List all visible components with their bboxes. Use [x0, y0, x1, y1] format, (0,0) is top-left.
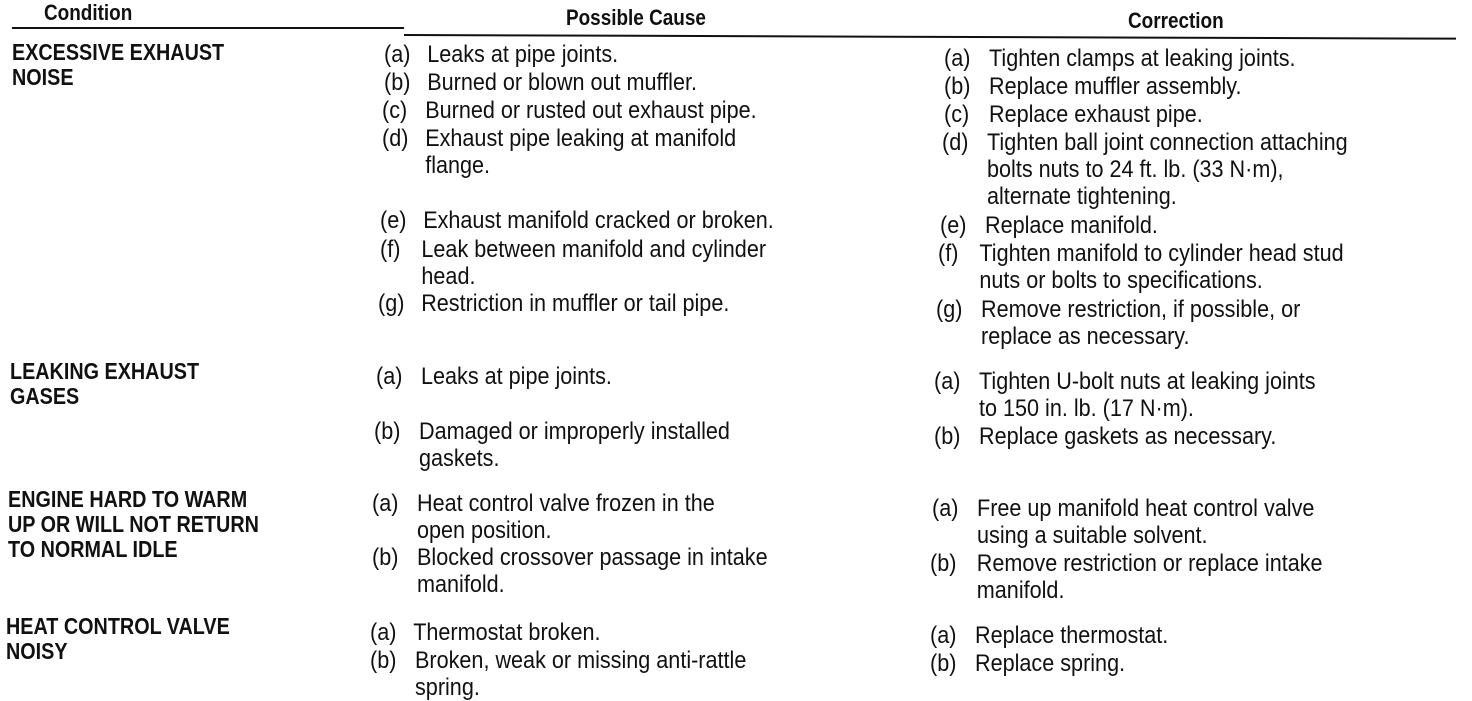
correction-text: Replace muffler assembly.: [989, 73, 1242, 100]
correction-label: (g): [936, 296, 963, 323]
correction-text: Replace gaskets as necessary.: [979, 423, 1277, 450]
correction-item: [944, 101, 1203, 128]
cause-item: [370, 619, 600, 646]
condition-engine-hard-to-warm: ENGINE HARD TO WARM UP OR WILL NOT RETURN TO NORMAL IDLE: [8, 486, 259, 562]
correction-text: Tighten manifold to cylinder head stud nuts or bolts to specifications.: [979, 240, 1344, 294]
header-condition: Condition: [44, 0, 133, 25]
cause-item: [370, 647, 746, 701]
cause-label: (b): [370, 647, 397, 674]
correction-text: Replace exhaust pipe.: [989, 101, 1203, 128]
header-rule-right: [404, 34, 1456, 40]
header-possible-cause: Possible Cause: [566, 5, 706, 30]
correction-text: Replace thermostat.: [975, 622, 1169, 649]
cause-text: Leaks at pipe joints.: [427, 41, 619, 68]
cause-label: (a): [384, 41, 411, 68]
correction-item: [932, 495, 1314, 549]
cause-label: (a): [376, 363, 403, 390]
cause-label: (a): [372, 490, 399, 517]
correction-item: [944, 45, 1296, 72]
cause-label: (b): [372, 544, 399, 571]
correction-text: Tighten clamps at leaking joints.: [989, 45, 1296, 72]
correction-text: Replace manifold.: [985, 212, 1158, 239]
cause-item: [384, 41, 618, 68]
cause-text: Exhaust manifold cracked or broken.: [423, 207, 774, 234]
cause-item: [372, 490, 715, 544]
cause-text: Blocked crossover passage in intake manifold.: [417, 544, 768, 598]
correction-label: (b): [944, 73, 971, 100]
header-rule-left: [12, 27, 404, 29]
cause-text: Heat control valve frozen in the open position.: [417, 490, 715, 544]
correction-label: (a): [944, 45, 971, 72]
correction-item: [934, 368, 1316, 422]
correction-item: [930, 550, 1323, 604]
cause-text: Burned or rusted out exhaust pipe.: [425, 97, 757, 124]
correction-item: [936, 296, 1300, 350]
cause-item: [372, 544, 768, 598]
cause-item: [382, 125, 736, 179]
correction-label: (a): [932, 495, 959, 522]
cause-item: [378, 290, 729, 317]
cause-item: [374, 418, 730, 472]
correction-label: (b): [930, 550, 957, 577]
condition-leaking-exhaust-gases: LEAKING EXHAUST GASES: [10, 358, 200, 409]
correction-label: (d): [942, 129, 969, 156]
header-correction: Correction: [1128, 8, 1224, 33]
cause-text: Burned or blown out muffler.: [427, 69, 697, 96]
cause-item: [384, 69, 697, 96]
correction-label: (a): [934, 368, 961, 395]
correction-text: Remove restriction, if possible, or replace as necessary.: [981, 296, 1301, 350]
cause-label: (d): [382, 125, 409, 152]
correction-label: (c): [944, 101, 970, 128]
correction-label: (f): [938, 240, 959, 267]
cause-item: [382, 97, 757, 124]
condition-excessive-exhaust-noise: EXCESSIVE EXHAUST NOISE: [12, 39, 225, 90]
correction-item: [930, 622, 1168, 649]
correction-item: [938, 240, 1344, 294]
condition-heat-control-valve-noisy: HEAT CONTROL VALVE NOISY: [6, 613, 230, 664]
cause-label: (b): [374, 418, 401, 445]
correction-text: Tighten U-bolt nuts at leaking joints to 150 in. lb. (17 N·m).: [979, 368, 1316, 422]
correction-item: [944, 73, 1242, 100]
correction-text: Replace spring.: [975, 650, 1126, 677]
correction-label: (b): [934, 423, 961, 450]
correction-text: Remove restriction or replace intake manifold.: [976, 550, 1323, 604]
cause-text: Exhaust pipe leaking at manifold flange.: [425, 125, 737, 179]
cause-label: (e): [380, 207, 407, 234]
cause-text: Thermostat broken.: [413, 619, 601, 646]
correction-item: [930, 650, 1125, 677]
cause-text: Leak between manifold and cylinder head.: [421, 236, 767, 290]
cause-text: Leaks at pipe joints.: [421, 363, 612, 390]
cause-text: Damaged or improperly installed gaskets.: [419, 418, 730, 472]
cause-label: (a): [370, 619, 397, 646]
cause-label: (f): [380, 236, 401, 263]
cause-label: (c): [382, 97, 408, 124]
correction-label: (a): [930, 622, 957, 649]
correction-item: [940, 212, 1158, 239]
cause-text: Restriction in muffler or tail pipe.: [421, 290, 730, 317]
correction-label: (b): [930, 650, 957, 677]
correction-text: Tighten ball joint connection attaching bolts nuts to 24 ft. lb. (33 N·m), alternate tightening.: [987, 129, 1348, 210]
correction-item: [942, 129, 1348, 210]
cause-item: [380, 236, 766, 290]
cause-item: [380, 207, 774, 234]
cause-label: (g): [378, 290, 405, 317]
correction-text: Free up manifold heat control valve using a suitable solvent.: [977, 495, 1315, 549]
cause-label: (b): [384, 69, 411, 96]
correction-label: (e): [940, 212, 967, 239]
cause-item: [376, 363, 612, 390]
correction-item: [934, 423, 1276, 450]
cause-text: Broken, weak or missing anti-rattle spring.: [415, 647, 747, 701]
